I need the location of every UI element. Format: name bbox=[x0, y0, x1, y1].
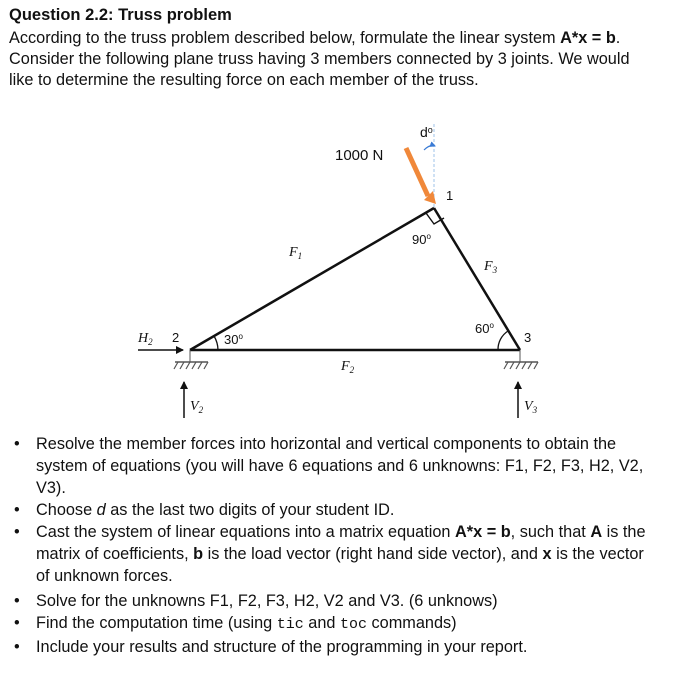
bullet-dot: • bbox=[14, 592, 20, 610]
load-arrow bbox=[406, 148, 428, 196]
intro-line-3: like to determine the resulting force on each member of the truss. bbox=[9, 71, 479, 89]
intro-line-1: According to the truss problem described below, formulate the linear system A*x = b. bbox=[9, 29, 621, 47]
angle-d-label: $d^o$ bbox=[420, 124, 433, 140]
list-item: • Find the computation time (using tic and toc commands) bbox=[14, 614, 457, 633]
angle-30-label: 30$^o$ bbox=[224, 332, 243, 347]
list-item: • Cast the system of linear equations into a matrix equation A*x = b, such that A is the matrix of coefficients, b is the load vector (right hand side vector), and x is the vector of unknown forces. bbox=[14, 523, 646, 585]
bullet-dot: • bbox=[14, 614, 20, 632]
f2-label: $F_2$ bbox=[341, 359, 355, 375]
angle-30-arc bbox=[214, 336, 218, 350]
v3-label: $V_3$ bbox=[524, 399, 538, 415]
f1-label: $F_1$ bbox=[289, 245, 303, 261]
toc-command: toc bbox=[339, 616, 367, 633]
intro-paragraph bbox=[9, 28, 689, 91]
intro-line-2: Consider the following plane truss having 3 members connected by 3 joints. We would bbox=[9, 50, 630, 68]
question-title: Question 2.2: Truss problem bbox=[9, 6, 232, 24]
f3-label: $F_3$ bbox=[484, 259, 498, 275]
list-item: • Choose d as the last two digits of your student ID. bbox=[14, 501, 395, 519]
v2-label: $V_2$ bbox=[190, 399, 204, 415]
bullet-dot: • bbox=[14, 435, 20, 453]
list-item: • Resolve the member forces into horizontal and vertical components to obtain the system of equations (you will have 6 equations and 6 unknowns: F1, F2, F3, H2, V2, V3). bbox=[14, 435, 644, 497]
member-f1-left bbox=[190, 208, 434, 350]
load-label: 1000 N bbox=[335, 147, 384, 164]
list-item: • Include your results and structure of the programming in your report. bbox=[14, 638, 528, 656]
truss-diagram bbox=[0, 120, 695, 430]
angle-60-arc bbox=[498, 331, 508, 350]
joint-3-label: 3 bbox=[524, 330, 532, 345]
angle-60-label: 60$^o$ bbox=[475, 321, 494, 336]
joint-2-label: 2 bbox=[172, 330, 180, 345]
angle-d-arc bbox=[424, 146, 435, 151]
list-item: • Solve for the unknowns F1, F2, F3, H2, V2 and V3. (6 unknows) bbox=[14, 592, 498, 610]
angle-90-label: 90$^o$ bbox=[412, 232, 431, 247]
equation-axb: A*x = b bbox=[560, 29, 616, 47]
bullet-dot: • bbox=[14, 523, 20, 541]
joint-1-label: 1 bbox=[446, 188, 454, 203]
h2-label: $H_2$ bbox=[138, 331, 153, 347]
bullet-dot: • bbox=[14, 638, 20, 656]
instruction-list bbox=[0, 433, 695, 658]
support-right bbox=[504, 350, 538, 369]
tic-command: tic bbox=[276, 616, 304, 633]
support-left bbox=[174, 350, 208, 369]
bullet-dot: • bbox=[14, 501, 20, 519]
